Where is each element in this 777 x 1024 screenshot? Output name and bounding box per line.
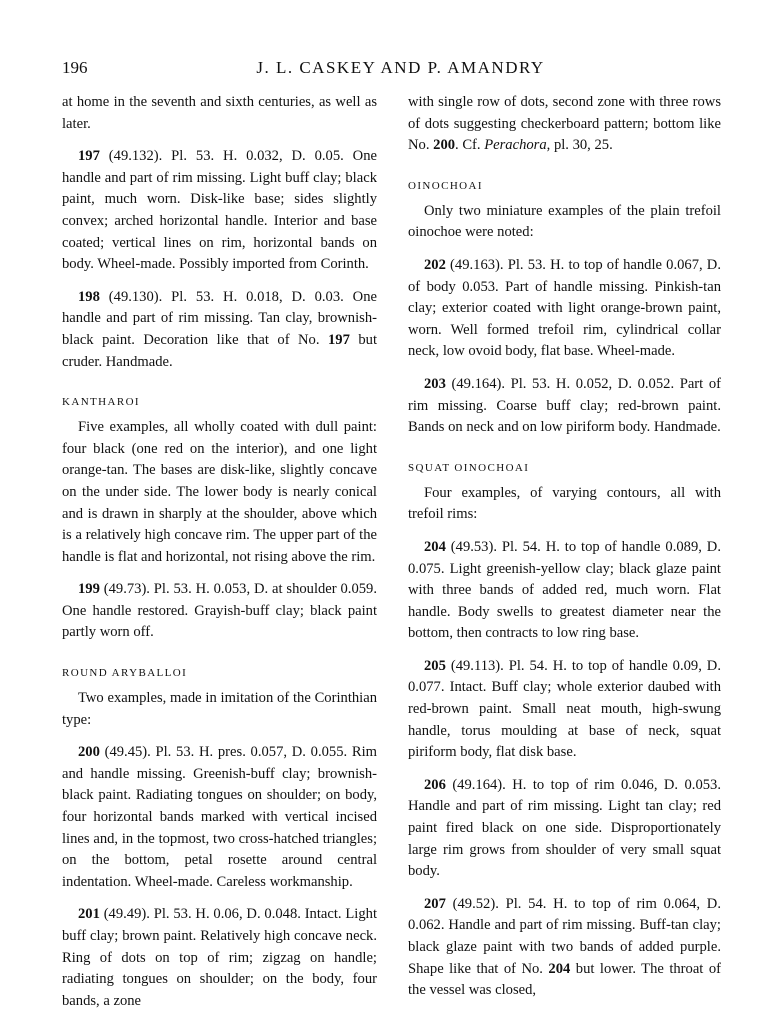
continuation-text: . Cf. xyxy=(455,137,485,154)
citation-title: Perachora xyxy=(484,137,547,154)
left-column xyxy=(62,92,377,1012)
catalogue-entry-207 xyxy=(408,894,721,1002)
catalogue-entry-200 xyxy=(62,742,377,893)
catalogue-entry-199 xyxy=(62,579,377,644)
entry-cross-reference: 204 xyxy=(548,960,571,977)
entry-text: (49.52). Pl. 54. H. to top of rim 0.064, D. 0.062. Handle and part of rim missing. Buff-tan clay; black glaze paint with two bands of added purple. Shape like that of No. xyxy=(408,895,721,977)
entry-cross-reference: 197 xyxy=(327,331,350,348)
entry-text: (49.73). Pl. 53. H. 0.053, D. at shoulder 0.059. One handle restored. Grayish-buff clay; black paint partly worn off. xyxy=(62,581,377,641)
entry-number: 202 xyxy=(424,256,446,273)
catalogue-entry-201 xyxy=(62,904,377,1012)
entry-number: 207 xyxy=(424,895,446,912)
section-intro-kantharoi: Five examples, all wholly coated with dull paint: four black (one red on the interior), and one light orange-tan. The bases are disk-like, slightly concave on the under side. The lower body is nearly conical and is drawn in sharply at the shoulder, above which is a relatively high concave rim. The upper part of the handle is flat and horizontal, not rising above the rim. xyxy=(62,419,377,565)
entry-number: 199 xyxy=(78,581,100,598)
entry-text: (49.163). Pl. 53. H. to top of handle 0.067, D. of body 0.053. Part of handle missing. Pinkish-tan clay; exterior coated with light orange-brown paint, worn. Well formed trefoil rim, cylindrical collar neck, low ovoid body, flat base. Wheel-made. xyxy=(408,256,721,360)
right-column xyxy=(408,92,721,1002)
continuation-paragraph: at home in the seventh and sixth centuries, as well as later. xyxy=(62,94,377,132)
entry-text: (49.164). H. to top of rim 0.046, D. 0.053. Handle and part of rim missing. Light tan clay; red paint fired black on one side. Disproportionately large rim grows from shoulder of very small squat body. xyxy=(408,776,721,880)
entry-text: but lower. The throat of the vessel was closed, xyxy=(408,960,721,999)
running-head xyxy=(62,58,719,82)
entry-number: 204 xyxy=(424,538,446,555)
catalogue-entry-206 xyxy=(408,775,721,883)
section-heading-squat-oinochoai: SQUAT OINOCHOAI xyxy=(408,461,530,474)
entry-number: 206 xyxy=(424,776,446,793)
catalogue-entry-198 xyxy=(62,287,377,373)
entry-number: 203 xyxy=(424,375,446,392)
section-intro-squat-oinochoai: Four examples, of varying contours, all with trefoil rims: xyxy=(408,484,721,523)
entry-number: 200 xyxy=(78,744,100,761)
section-intro-oinochoai: Only two miniature examples of the plain trefoil oinochoe were noted: xyxy=(408,202,721,241)
continuation-text: with single row of dots, second zone with three rows of dots suggesting checkerboard pattern; bottom like No. xyxy=(408,94,721,154)
catalogue-entry-203 xyxy=(408,374,721,439)
entry-text: (49.53). Pl. 54. H. to top of handle 0.089, D. 0.075. Light greenish-yellow clay; black glaze paint with three bands of added red, much worn. Flat handle. Body swells to greatest diameter near the bottom, then contracts to low ring base. xyxy=(408,538,721,642)
entry-text: (49.164). Pl. 53. H. 0.052, D. 0.052. Part of rim missing. Coarse buff clay; red-brown paint. Bands on neck and on low piriform body. Handmade. xyxy=(408,375,721,436)
catalogue-entry-205 xyxy=(408,656,721,764)
page-number: 196 xyxy=(62,58,88,77)
section-heading-oinochoai: OINOCHOAI xyxy=(408,179,483,192)
entry-text: (49.132). Pl. 53. H. 0.032, D. 0.05. One handle and part of rim missing. Light buff clay; black paint, much worn. Disk-like base; sides slightly convex; arched horizontal handle. Interior and base coated; vertical lines on rim, horizontal bands on body. Wheel-made. Possibly imported from Corinth. xyxy=(62,148,377,273)
continuation-text: , pl. 30, 25. xyxy=(546,137,613,154)
entry-text: (49.49). Pl. 53. H. 0.06, D. 0.048. Intact. Light buff clay; brown paint. Relatively high concave neck. Ring of dots on top of rim; zigzag on handle; radiating tongues on shoulder; on the body, four bands, a zone xyxy=(62,906,377,1009)
catalogue-entry-197 xyxy=(62,146,377,276)
running-title: J. L. CASKEY AND P. AMANDRY xyxy=(256,58,545,77)
entry-text: (49.130). Pl. 53. H. 0.018, D. 0.03. One handle and part of rim missing. Tan clay, brownish-black paint. Decoration like that of No. xyxy=(62,288,377,348)
entry-number: 201 xyxy=(78,906,100,923)
section-intro-aryballoi: Two examples, made in imitation of the Corinthian type: xyxy=(62,690,377,728)
section-heading-round-aryballoi: ROUND ARYBALLOI xyxy=(62,667,188,680)
entry-number: 198 xyxy=(78,288,100,305)
entry-text: but cruder. Handmade. xyxy=(62,331,377,370)
entry-number: 197 xyxy=(78,148,100,165)
continuation-paragraph xyxy=(408,92,721,157)
catalogue-entry-204 xyxy=(408,537,721,645)
entry-number: 205 xyxy=(424,657,446,674)
entry-text: (49.113). Pl. 54. H. to top of handle 0.09, D. 0.077. Intact. Buff clay; whole exterior daubed with red-brown paint. Small neat mouth, high-swung handle, torus moulding at base of neck, squat piriform body, flat disk base. xyxy=(408,657,721,761)
catalogue-entry-202 xyxy=(408,255,721,363)
entry-cross-reference: 200 xyxy=(433,137,456,154)
section-heading-kantharoi: KANTHAROI xyxy=(62,396,140,409)
entry-text: (49.45). Pl. 53. H. pres. 0.057, D. 0.055. Rim and handle missing. Greenish-buff clay; brownish-black paint. Radiating tongues on shoulder; on body, four horizontal bands marked with vertical incised lines and, in the topmost, two cross-hatched triangles; on the bottom, petal rosette around central indentation. Wheel-made. Careless workmanship. xyxy=(62,744,377,890)
